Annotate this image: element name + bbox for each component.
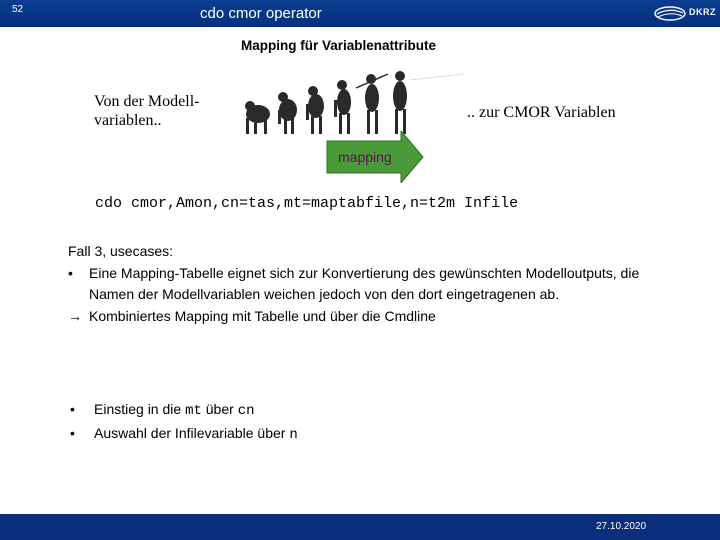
steps-list <box>70 398 298 446</box>
usecase-bullet <box>68 263 649 306</box>
footer-date: 27.10.2020 <box>596 521 647 532</box>
list-item <box>70 422 298 446</box>
usecase-arrow-line <box>68 306 649 328</box>
slide-subtitle: Mapping für Variablenattribute <box>241 38 437 53</box>
step-text: Auswahl der Infilevariable über n <box>94 425 298 443</box>
usecase-arrow-text: Kombiniertes Mapping mit Tabelle und über die Cmdline <box>89 307 436 324</box>
mapping-arrow-label: mapping <box>338 149 392 165</box>
usecase-bullet-text: Eine Mapping-Tabelle eignet sich zur Konvertierung des gewünschten Modelloutputs, die Namen der Modellvariablen weichen jedoch von den dort eingetragenen ab. <box>89 264 640 302</box>
cdo-command: cdo cmor,Amon,cn=tas,mt=maptabfile,n=t2m Infile <box>95 195 519 212</box>
code-mt: mt <box>185 403 202 419</box>
bullet-symbol: • <box>70 401 75 417</box>
header-title: cdo cmor operator <box>200 5 322 22</box>
usecases-block <box>68 241 649 327</box>
to-cmor-variables-text: .. zur CMOR Variablen <box>467 104 616 121</box>
list-item <box>70 398 298 422</box>
step-text: Einstieg in die mt über cn <box>94 401 255 419</box>
slide-number: 52 <box>12 4 24 15</box>
usecases-heading: Fall 3, usecases: <box>68 243 174 259</box>
dkrz-logo-text: DKRZ <box>689 7 716 17</box>
code-n: n <box>289 427 298 443</box>
bullet-symbol: • <box>68 264 73 281</box>
header-bar <box>0 0 720 27</box>
code-cn: cn <box>237 403 255 419</box>
evolution-illustration-icon <box>238 66 468 138</box>
right-arrow-icon: → <box>68 307 82 324</box>
from-model-variables-text: Von der Modell-variablen.. <box>94 93 200 129</box>
bullet-symbol: • <box>70 425 75 441</box>
